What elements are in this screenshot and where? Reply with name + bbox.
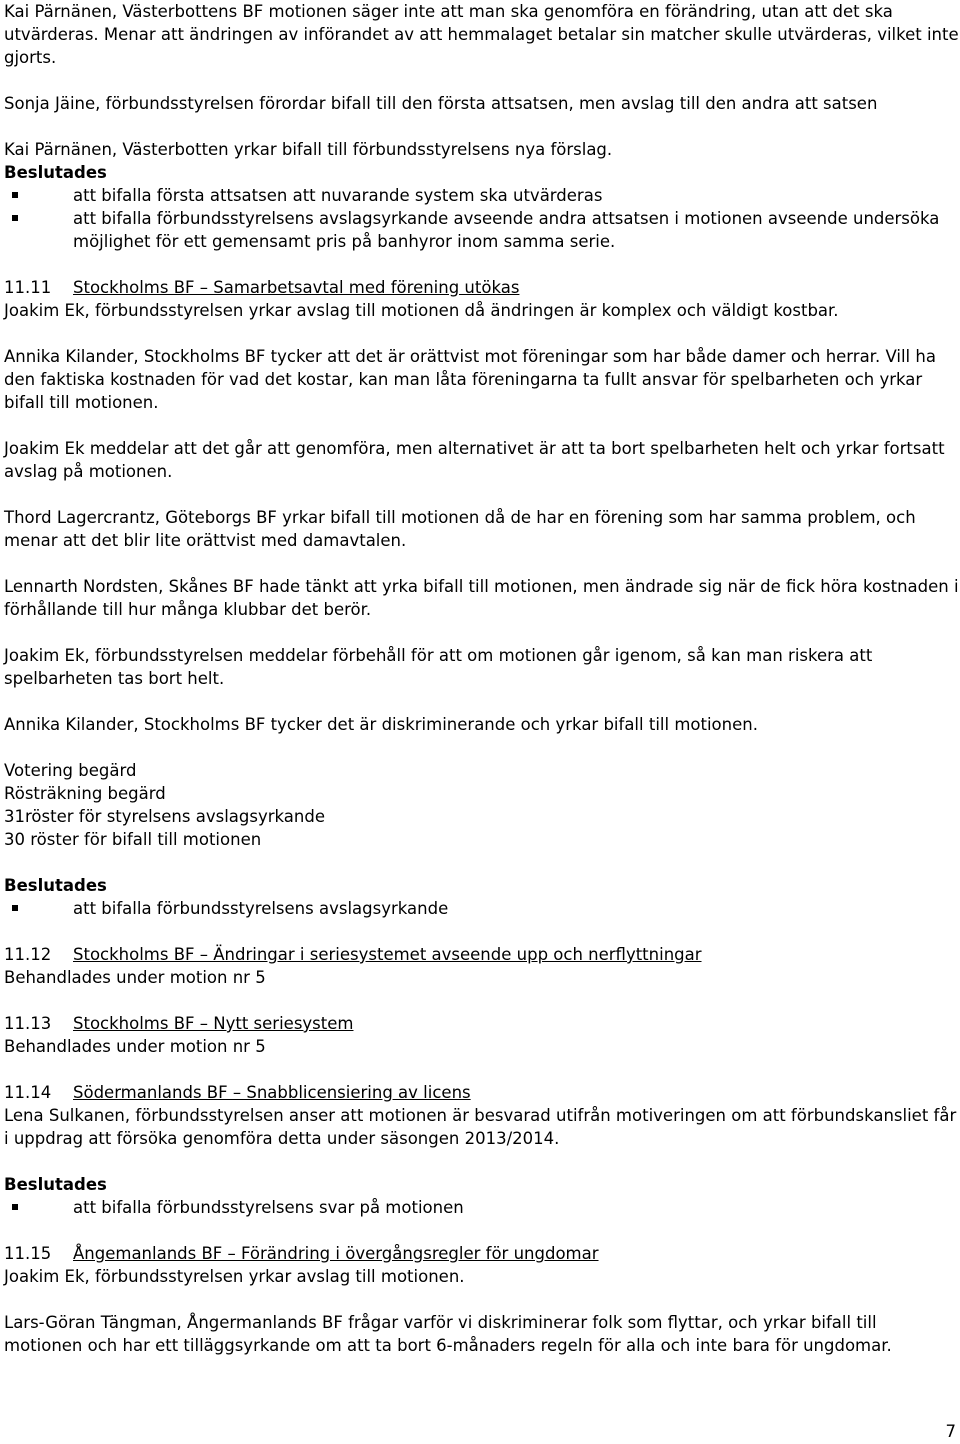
decision-item: att bifalla förbundsstyrelsens avslagsyrkande [4,897,960,920]
paragraph: Kai Pärnänen, Västerbottens BF motionen säger inte att man ska genomföra en förändring, utan att det ska utvärderas. Menar att ändringen av införandet av att hemmalaget betalar sin matcher skulle utvärderas, vilket inte gjorts. [4,2,959,67]
vote-line: Votering begärd [4,761,137,780]
decision-heading: Beslutades [4,876,107,895]
decision-list [4,1196,960,1219]
paragraph: Joakim Ek, förbundsstyrelsen yrkar avslag till motionen då ändringen är komplex och väldigt kostbar. [4,301,839,320]
paragraph: Lena Sulkanen, förbundsstyrelsen anser att motionen är besvarad utifrån motiveringen om att förbundskansliet får i uppdrag att försöka genomföra detta under säsongen 2013/2014. [4,1106,957,1148]
decision-heading: Beslutades [4,163,107,182]
bullet-icon [12,905,18,911]
section-heading-11-11: 11.11 Stockholms BF – Samarbetsavtal med förening utökas [4,278,520,297]
paragraph: Kai Pärnänen, Västerbotten yrkar bifall till förbundsstyrelsens nya förslag. [4,140,613,159]
decision-item: att bifalla första attsatsen att nuvarande system ska utvärderas [4,184,960,207]
paragraph: Thord Lagercrantz, Göteborgs BF yrkar bifall till motionen då de har en förening som har samma problem, och menar att det blir lite orättvist med damavtalen. [4,508,916,550]
paragraph: Lars-Göran Tängman, Ångermanlands BF frågar varför vi diskriminerar folk som flyttar, och yrkar bifall till motionen och har ett tilläggsyrkande om att ta bort 6-månaders regeln för alla och inte bara för ungdomar. [4,1313,892,1355]
paragraph: Joakim Ek, förbundsstyrelsen meddelar förbehåll för att om motionen går igenom, så kan man riskera att spelbarheten tas bort helt. [4,646,873,688]
bullet-icon [12,215,18,221]
paragraph: Joakim Ek meddelar att det går att genomföra, men alternativet är att ta bort spelbarheten helt och yrkar fortsatt avslag på motionen. [4,439,945,481]
paragraph: Behandlades under motion nr 5 [4,1037,266,1056]
paragraph: Joakim Ek, förbundsstyrelsen yrkar avslag till motionen. [4,1267,465,1286]
decision-list [4,184,960,253]
vote-line: 30 röster för bifall till motionen [4,830,262,849]
section-heading-11-12: 11.12 Stockholms BF – Ändringar i seriesystemet avseende upp och nerflyttningar [4,945,702,964]
paragraph: Behandlades under motion nr 5 [4,968,266,987]
bullet-icon [12,192,18,198]
paragraph: Lennarth Nordsten, Skånes BF hade tänkt att yrka bifall till motionen, men ändrade sig när de fick höra kostnaden i förhållande till hur många klubbar det berör. [4,577,959,619]
decision-heading: Beslutades [4,1175,107,1194]
decision-item: att bifalla förbundsstyrelsens avslagsyrkande avseende andra attsatsen i motionen avseende undersöka möjlighet för ett gemensamt pris på banhyror inom samma serie. [4,207,960,253]
section-heading-11-14: 11.14 Södermanlands BF – Snabblicensiering av licens [4,1083,471,1102]
page-number: 7 [945,1422,956,1441]
vote-line: 31röster för styrelsens avslagsyrkande [4,807,325,826]
paragraph: Sonja Jäine, förbundsstyrelsen förordar bifall till den första attsatsen, men avslag till den andra att satsen [4,94,878,113]
section-heading-11-13: 11.13 Stockholms BF – Nytt seriesystem [4,1014,354,1033]
vote-line: Rösträkning begärd [4,784,166,803]
document-page [4,0,960,1357]
section-heading-11-15: 11.15 Ångemanlands BF – Förändring i övergångsregler för ungdomar [4,1244,599,1263]
decision-list [4,897,960,920]
paragraph: Annika Kilander, Stockholms BF tycker det är diskriminerande och yrkar bifall till motionen. [4,715,758,734]
paragraph: Annika Kilander, Stockholms BF tycker att det är orättvist mot föreningar som har både damer och herrar. Vill ha den faktiska kostnaden för vad det kostar, kan man låta föreningarna ta fullt ansvar för spelbarheten och yrkar bifall till motionen. [4,347,936,412]
decision-item: att bifalla förbundsstyrelsens svar på motionen [4,1196,960,1219]
bullet-icon [12,1204,18,1210]
